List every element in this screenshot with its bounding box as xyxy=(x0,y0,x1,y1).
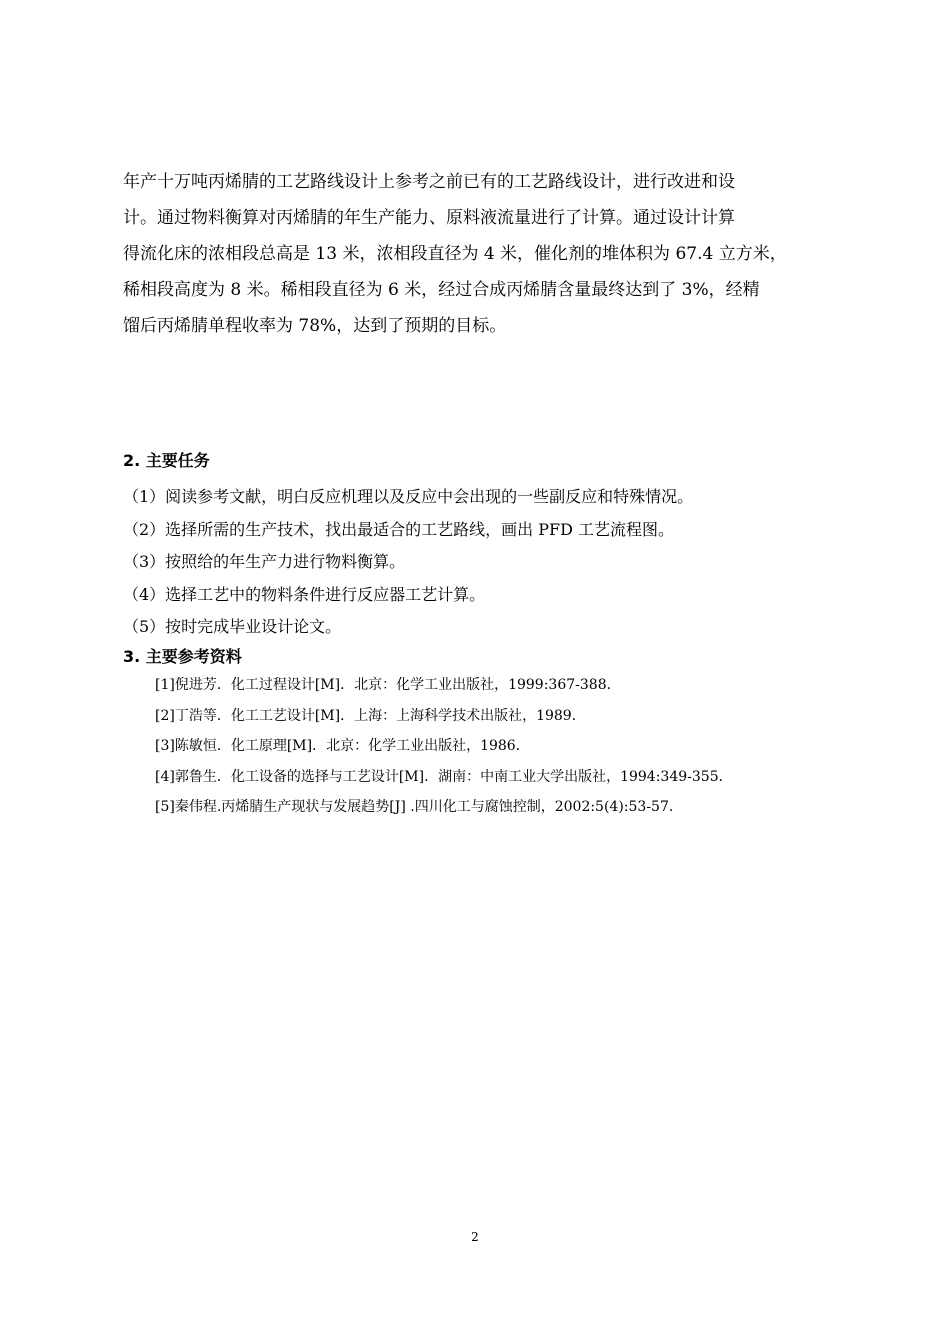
intro-line-1: 年产十万吨丙烯腈的工艺路线设计上参考之前已有的工艺路线设计，进行改进和设 xyxy=(123,172,735,192)
task-item-3: （3）按照给的年生产力进行物料衡算。 xyxy=(123,552,406,571)
intro-paragraph xyxy=(123,164,835,344)
task-item-4: （4）选择工艺中的物料条件进行反应器工艺计算。 xyxy=(123,584,486,604)
references-list xyxy=(155,670,733,823)
page-number: 2 xyxy=(471,1230,479,1244)
intro-line-5: 馏后丙烯腈单程收率为 78%，达到了预期的目标。 xyxy=(123,316,507,336)
intro-line-3: 得流化床的浓相段总高是 13 米，浓相段直径为 4 米，催化剂的堆体积为 67.4 立方米， xyxy=(123,244,787,264)
reference-item-3: [3]陈敏恒．化工原理[M]．北京：化学工业出版社，1986． xyxy=(155,738,530,754)
reference-item-5: [5]秦伟程.丙烯腈生产现状与发展趋势[J] .四川化工与腐蚀控制，2002:5(4):53-57． xyxy=(155,799,683,815)
tasks-list xyxy=(123,481,693,644)
task-item-1: （1）阅读参考文献，明白反应机理以及反应中会出现的一些副反应和特殊情况。 xyxy=(123,487,694,506)
references-heading: 3. 主要参考资料 xyxy=(123,647,242,666)
intro-line-2: 计。通过物料衡算对丙烯腈的年生产能力、原料液流量进行了计算。通过设计计算 xyxy=(123,208,735,228)
reference-item-4: [4]郭鲁生．化工设备的选择与工艺设计[M]．湖南：中南工业大学出版社，1994:349-355． xyxy=(155,768,733,785)
reference-item-1: [1]倪进芳．化工过程设计[M]．北京：化学工业出版社，1999:367-388． xyxy=(155,677,621,693)
tasks-heading: 2. 主要任务 xyxy=(123,451,210,470)
reference-item-2: [2]丁浩等．化工工艺设计[M]．上海：上海科学技术出版社，1989． xyxy=(155,707,586,724)
task-item-2: （2）选择所需的生产技术，找出最适合的工艺路线，画出 PFD 工艺流程图。 xyxy=(123,519,675,539)
intro-line-4: 稀相段高度为 8 米。稀相段直径为 6 米，经过合成丙烯腈含量最终达到了 3%，经精 xyxy=(123,280,760,300)
task-item-5: （5）按时完成毕业设计论文。 xyxy=(123,617,342,636)
